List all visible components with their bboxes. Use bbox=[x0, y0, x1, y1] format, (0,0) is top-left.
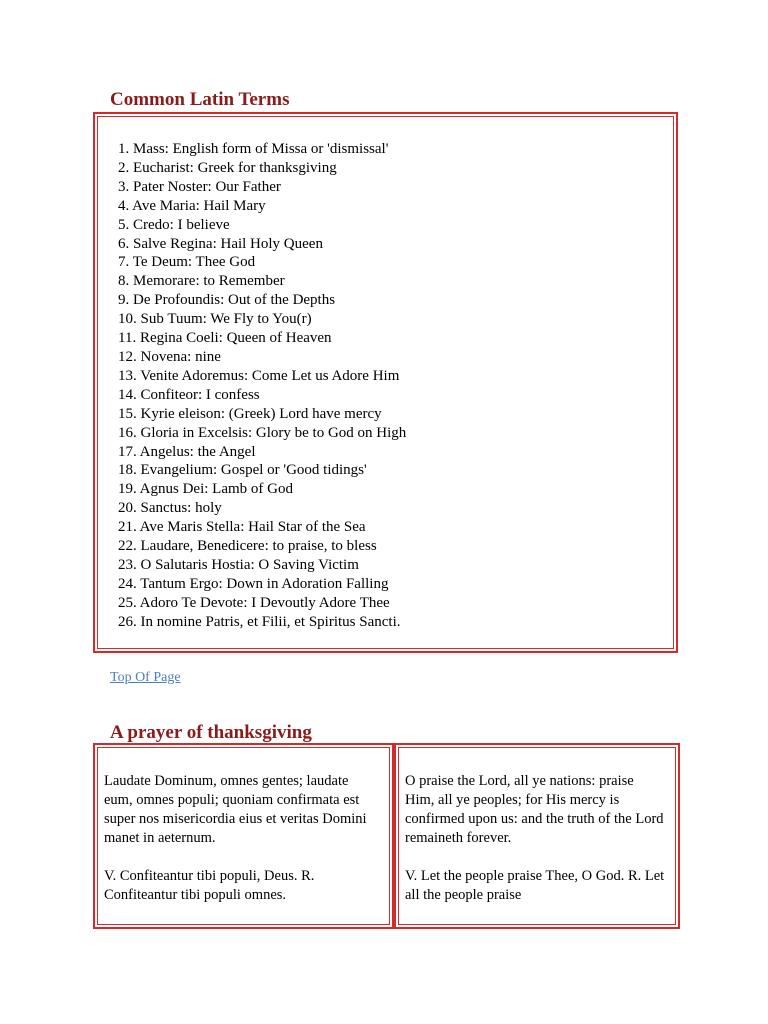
section-title-prayer: A prayer of thanksgiving bbox=[110, 722, 312, 743]
latin-term-item: 24. Tantum Ergo: Down in Adoration Falling bbox=[118, 575, 389, 592]
latin-term-item: 14. Confiteor: I confess bbox=[118, 386, 260, 403]
latin-versicle-paragraph: V. Confiteantur tibi populi, Deus. R. Confiteantur tibi populi omnes. bbox=[104, 868, 315, 903]
latin-term-item: 19. Agnus Dei: Lamb of God bbox=[118, 481, 293, 498]
latin-term-item: 16. Gloria in Excelsis: Glory be to God on High bbox=[118, 424, 407, 441]
latin-term-item: 3. Pater Noster: Our Father bbox=[118, 178, 281, 195]
latin-term-item: 20. Sanctus: holy bbox=[118, 500, 222, 517]
latin-prayer-paragraph: Laudate Dominum, omnes gentes; laudate eum, omnes populi; quoniam confirmata est super nos misericordia eius et veritas Domini manet in aeternum. bbox=[104, 773, 367, 846]
latin-prayer-box bbox=[93, 743, 394, 929]
top-of-page-link[interactable]: Top Of Page bbox=[110, 670, 181, 685]
latin-term-item: 12. Novena: nine bbox=[118, 348, 221, 365]
latin-terms-box bbox=[93, 112, 678, 653]
latin-prayer-text bbox=[98, 748, 389, 924]
latin-term-item: 8. Memorare: to Remember bbox=[118, 273, 285, 290]
latin-term-item: 7. Te Deum: Thee God bbox=[118, 254, 256, 271]
latin-term-item: 6. Salve Regina: Hail Holy Queen bbox=[118, 235, 323, 252]
english-versicle-paragraph: V. Let the people praise Thee, O God. R. Let all the people praise bbox=[405, 868, 665, 903]
latin-term-item: 9. De Profoundis: Out of the Depths bbox=[118, 292, 336, 309]
latin-term-item: 17. Angelus: the Angel bbox=[118, 443, 256, 460]
latin-term-item: 25. Adoro Te Devote: I Devoutly Adore Thee bbox=[118, 594, 390, 611]
latin-term-item: 18. Evangelium: Gospel or 'Good tidings' bbox=[118, 462, 367, 479]
latin-terms-list bbox=[98, 117, 673, 632]
latin-term-item: 15. Kyrie eleison: (Greek) Lord have mercy bbox=[118, 405, 382, 422]
latin-term-item: 4. Ave Maria: Hail Mary bbox=[118, 197, 266, 214]
latin-term-item: 10. Sub Tuum: We Fly to You(r) bbox=[118, 311, 312, 328]
latin-term-item: 2. Eucharist: Greek for thanksgiving bbox=[118, 159, 337, 176]
english-prayer-box bbox=[394, 743, 680, 929]
latin-term-item: 11. Regina Coeli: Queen of Heaven bbox=[118, 330, 332, 347]
latin-term-item: 26. In nomine Patris, et Filii, et Spiritus Sancti. bbox=[118, 613, 401, 630]
latin-term-item: 22. Laudare, Benedicere: to praise, to bless bbox=[118, 538, 377, 555]
latin-term-item: 1. Mass: English form of Missa or 'dismissal' bbox=[118, 141, 389, 157]
latin-term-item: 13. Venite Adoremus: Come Let us Adore Him bbox=[118, 367, 400, 384]
english-prayer-text bbox=[399, 748, 675, 924]
latin-term-item: 23. O Salutaris Hostia: O Saving Victim bbox=[118, 556, 359, 573]
section-title-latin-terms: Common Latin Terms bbox=[110, 89, 290, 110]
latin-term-item: 21. Ave Maris Stella: Hail Star of the Sea bbox=[118, 519, 366, 536]
english-prayer-paragraph: O praise the Lord, all ye nations: praise Him, all ye peoples; for His mercy is confirmed upon us: and the truth of the Lord remaineth forever. bbox=[405, 773, 664, 846]
latin-term-item: 5. Credo: I believe bbox=[118, 216, 230, 233]
